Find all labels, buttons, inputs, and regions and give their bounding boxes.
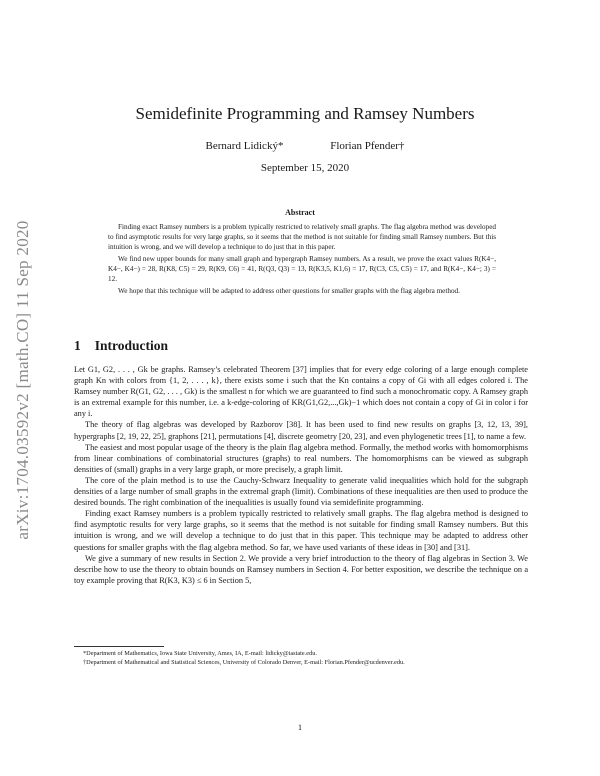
footnotes bbox=[74, 650, 528, 667]
paper-date: September 15, 2020 bbox=[260, 162, 350, 174]
section-title: Introduction bbox=[94, 338, 169, 353]
abstract-paragraph: We find new upper bounds for many small graph and hypergraph Ramsey numbers. As a result, we prove the exact values R(K4−, K4−, K4−) = 28, R(K8, C5) = 29, R(K9, C6) = 41, R(Q3, Q3) = 13, R(K3,5, K1,6) = 17, R(C3, C5, C5) = 17, and R(K4−, K4−; 3) = 12. bbox=[108, 255, 496, 283]
section-number: 1 bbox=[74, 338, 81, 353]
abstract bbox=[108, 222, 496, 298]
body-paragraph: We give a summary of new results in Section 2. We provide a very brief introduction to the theory of flag algebras in Section 3. We describe how to use the theory to obtain bounds on Ramsey numbers in Section 4. For better exposition, we describe the technique on a toy example proving that R(K3, K3) ≤ 6 in Section 5, bbox=[74, 553, 528, 585]
page-number: 1 bbox=[297, 722, 303, 732]
author-2: Florian Pfender† bbox=[330, 140, 405, 152]
section-body bbox=[74, 364, 528, 586]
arxiv-sidebar bbox=[8, 190, 38, 570]
abstract-paragraph: Finding exact Ramsey numbers is a problem typically restricted to relatively small graphs. The flag algebra method was developed to find asymptotic results for very large graphs, so it seems that the method is not suitable for finding small Ramsey numbers. But this intuition is wrong, and we will develop a technique to do just that in this paper. bbox=[108, 223, 496, 251]
footnote-2: †Department of Mathematical and Statistical Sciences, University of Colorado Denver, E-mail: Florian.Pfender@ucdenver.edu. bbox=[83, 658, 405, 666]
abstract-paragraph: We hope that this technique will be adapted to address other questions for smaller graphs with the flag algebra method. bbox=[118, 287, 460, 295]
footnote-rule bbox=[74, 646, 164, 647]
body-paragraph: Let G1, G2, . . . , Gk be graphs. Ramsey’s celebrated Theorem [37] implies that for every edge coloring of a large enough complete graph Kn with colors from {1, 2, . . . , k}, there exists some i such that the Kn contains a copy of Gi with all edges colored i. The Ramsey number R(G1, G2, . . . , Gk) is the smallest n for which we are guaranteed to find such a monochromatic copy. A Ramsey graph is an extremal example for this number, i.e. a k-edge-coloring of KR(G1,G2,...,Gk)−1 which does not contain a copy of Gi in color i for any i. bbox=[74, 365, 528, 419]
paper-title: Semidefinite Programming and Ramsey Numbers bbox=[135, 104, 475, 123]
body-paragraph: Finding exact Ramsey numbers is a problem typically restricted to relatively small graphs. The flag algebra method is designed to find asymptotic results for very large graphs, so it seems that the method is not suitable for finding small Ramsey numbers. But this intuition is wrong, and we will develop a technique to do just that in this paper. This technique may be adapted to address other questions for smaller graphs with the flag algebra method. So far, we have used variants of these ideas in [30] and [31]. bbox=[74, 509, 528, 552]
body-paragraph: The theory of flag algebras was developed by Razborov [38]. It has been used to find new results on graphs [3, 12, 13, 39], hypergraphs [2, 19, 22, 25], graphons [21], permutations [4], discrete geometry [20, 23], and even phylogenetic trees [1], to name a few. bbox=[74, 420, 528, 441]
author-list bbox=[90, 140, 520, 152]
section-heading bbox=[74, 338, 168, 354]
footnote-1: *Department of Mathematics, Iowa State University, Ames, IA, E-mail: lidicky@iastate.edu. bbox=[83, 650, 317, 657]
author-1: Bernard Lidický* bbox=[205, 140, 284, 152]
body-paragraph: The core of the plain method is to use the Cauchy-Schwarz Inequality to generate valid inequalities which hold for the subgraph densities of a large number of small graphs in the extremal graph (limit). Combinations of these inequalities are then used to produce the desired bounds. The right combination of the inequalities is usually found via semidefinite programming. bbox=[74, 475, 528, 508]
abstract-heading: Abstract bbox=[285, 208, 315, 217]
body-paragraph: The easiest and most popular usage of the theory is the plain flag algebra method. Formally, the method works with homomorphisms from linear combinations of combinatorial structures (graphs) to real numbers. The homomorphisms can be viewed as subgraph densities of (small) graphs in a very large graph, or more precisely, a graph limit. bbox=[74, 442, 528, 474]
arxiv-identifier: arXiv:1704.03592v2 [math.CO] 11 Sep 2020 bbox=[13, 220, 32, 540]
